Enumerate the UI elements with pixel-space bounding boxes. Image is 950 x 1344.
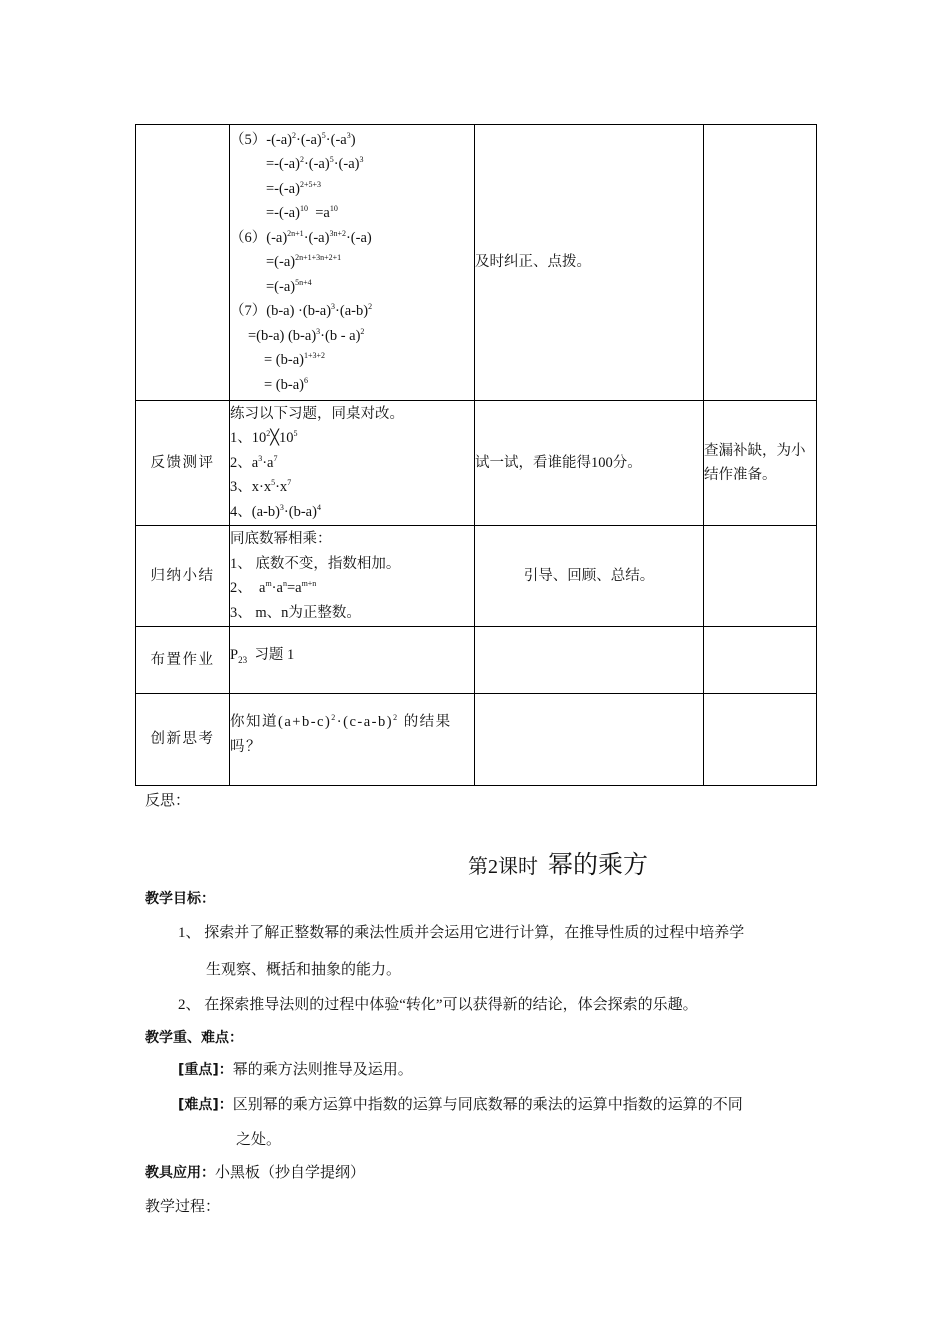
method-cell: 及时纠正、点拨。 xyxy=(475,125,704,401)
note-cell xyxy=(704,694,817,786)
row-label-homework: 布置作业 xyxy=(136,627,230,694)
method-cell: 引导、回顾、总结。 xyxy=(475,526,704,627)
difficulty-label: [难点]： xyxy=(178,1097,233,1113)
summary-cell: 同底数幂相乘： 1、 底数不变，指数相加。 2、 $a^m\cdot a^n=a^{m+n}$ 3、 m、n为正整数。 xyxy=(230,526,475,627)
table-row xyxy=(136,401,817,526)
exercise-item: 1、$10^2╳10^5$ xyxy=(230,429,298,447)
focus-label: [重点]： xyxy=(178,1062,233,1078)
process-label: 教学过程： xyxy=(145,1199,221,1215)
tools-text: 小黑板（抄自学提纲） xyxy=(215,1165,366,1181)
difficulty-continued: 之处。 xyxy=(236,1132,282,1148)
method-cell xyxy=(475,627,704,694)
tools-label: 教具应用： xyxy=(145,1165,215,1181)
method-cell xyxy=(475,694,704,786)
lesson-table xyxy=(135,124,817,786)
row-label-innovation: 创新思考 xyxy=(136,694,230,786)
reflection-label: 反思： xyxy=(145,793,191,809)
focus-text: 幂的乘方法则推导及运用。 xyxy=(232,1062,413,1078)
innovation-cell: 你知道$(a+b-c)^2\cdot(c-a-b)^2$ 的结果 吗？ xyxy=(230,694,475,786)
row-label-summary: 归纳小结 xyxy=(136,526,230,627)
row-label-empty xyxy=(136,125,230,401)
exercise-item: 2、$a^3\cdot a^7$ xyxy=(230,453,278,471)
lesson-title xyxy=(468,845,648,881)
note-cell xyxy=(704,125,817,401)
table-row xyxy=(136,125,817,401)
method-cell: 试一试，看谁能得100分。 xyxy=(475,401,704,526)
note-cell xyxy=(704,526,817,627)
table-row xyxy=(136,526,817,627)
homework-cell: $P_{23}$ 习题 1 xyxy=(230,627,475,694)
objective-item: 2、 在探索推导法则的过程中体验“转化”可以获得新的结论，体会探索的乐趣。 xyxy=(178,997,698,1013)
lesson-number: 第2课时 xyxy=(468,856,538,878)
row-label-feedback: 反馈测评 xyxy=(136,401,230,526)
tools-line xyxy=(145,1161,365,1182)
key-points-heading: 教学重、难点： xyxy=(145,1030,243,1046)
difficulty-line xyxy=(178,1093,743,1114)
table-row xyxy=(136,627,817,694)
exercise-cell xyxy=(230,401,475,526)
exercise-item: 4、$(a-b)^3\cdot(b-a)^4$ xyxy=(230,502,321,520)
lesson-topic: 幂的乘方 xyxy=(548,852,649,879)
note-cell xyxy=(704,627,817,694)
objective-item-continued: 生观察、概括和抽象的能力。 xyxy=(206,962,402,978)
difficulty-text: 区别幂的乘方运算中指数的运算与同底数幂的乘法的运算中指数的运算的不同 xyxy=(232,1097,743,1113)
table-row xyxy=(136,694,817,786)
exercise-instruction: 练习以下习题，同桌对改。 xyxy=(230,405,404,422)
exercise-item: 3、$x\cdot x^5\cdot x^7$ xyxy=(230,478,292,496)
objectives-heading: 教学目标： xyxy=(145,891,215,907)
focus-line xyxy=(178,1058,413,1079)
worked-examples-cell: $(5)-(-a)^2\cdot(-a)^5\cdot(-a^3)$ $=-(-a)^2\cdot(-a)^5\cdot(-a)^3$ $=-(-a)^{2+5+3}$ $=-(-a)^{10} =a^{10}$ $(6)(-a)^{2n+1}\cdot(-a)^{3n+2}\cdot(-a)$ $=(-a)^{2n+1+3n+2+1}$ $=(-a)^{5n+4}$ $(7)(b-a) \cdot(b-a)^3\cdot(a-b)^2$ =(b-a) $(b-a)^3\cdot(b - a)^2$ = $(b-a)^{1+3+2}$ = $(b-a)^6$ xyxy=(230,125,475,401)
objective-item: 1、 探索并了解正整数幂的乘法性质并会运用它进行计算，在推导性质的过程中培养学 xyxy=(178,925,745,941)
note-cell: 查漏补缺，为小结作准备。 xyxy=(704,401,817,526)
